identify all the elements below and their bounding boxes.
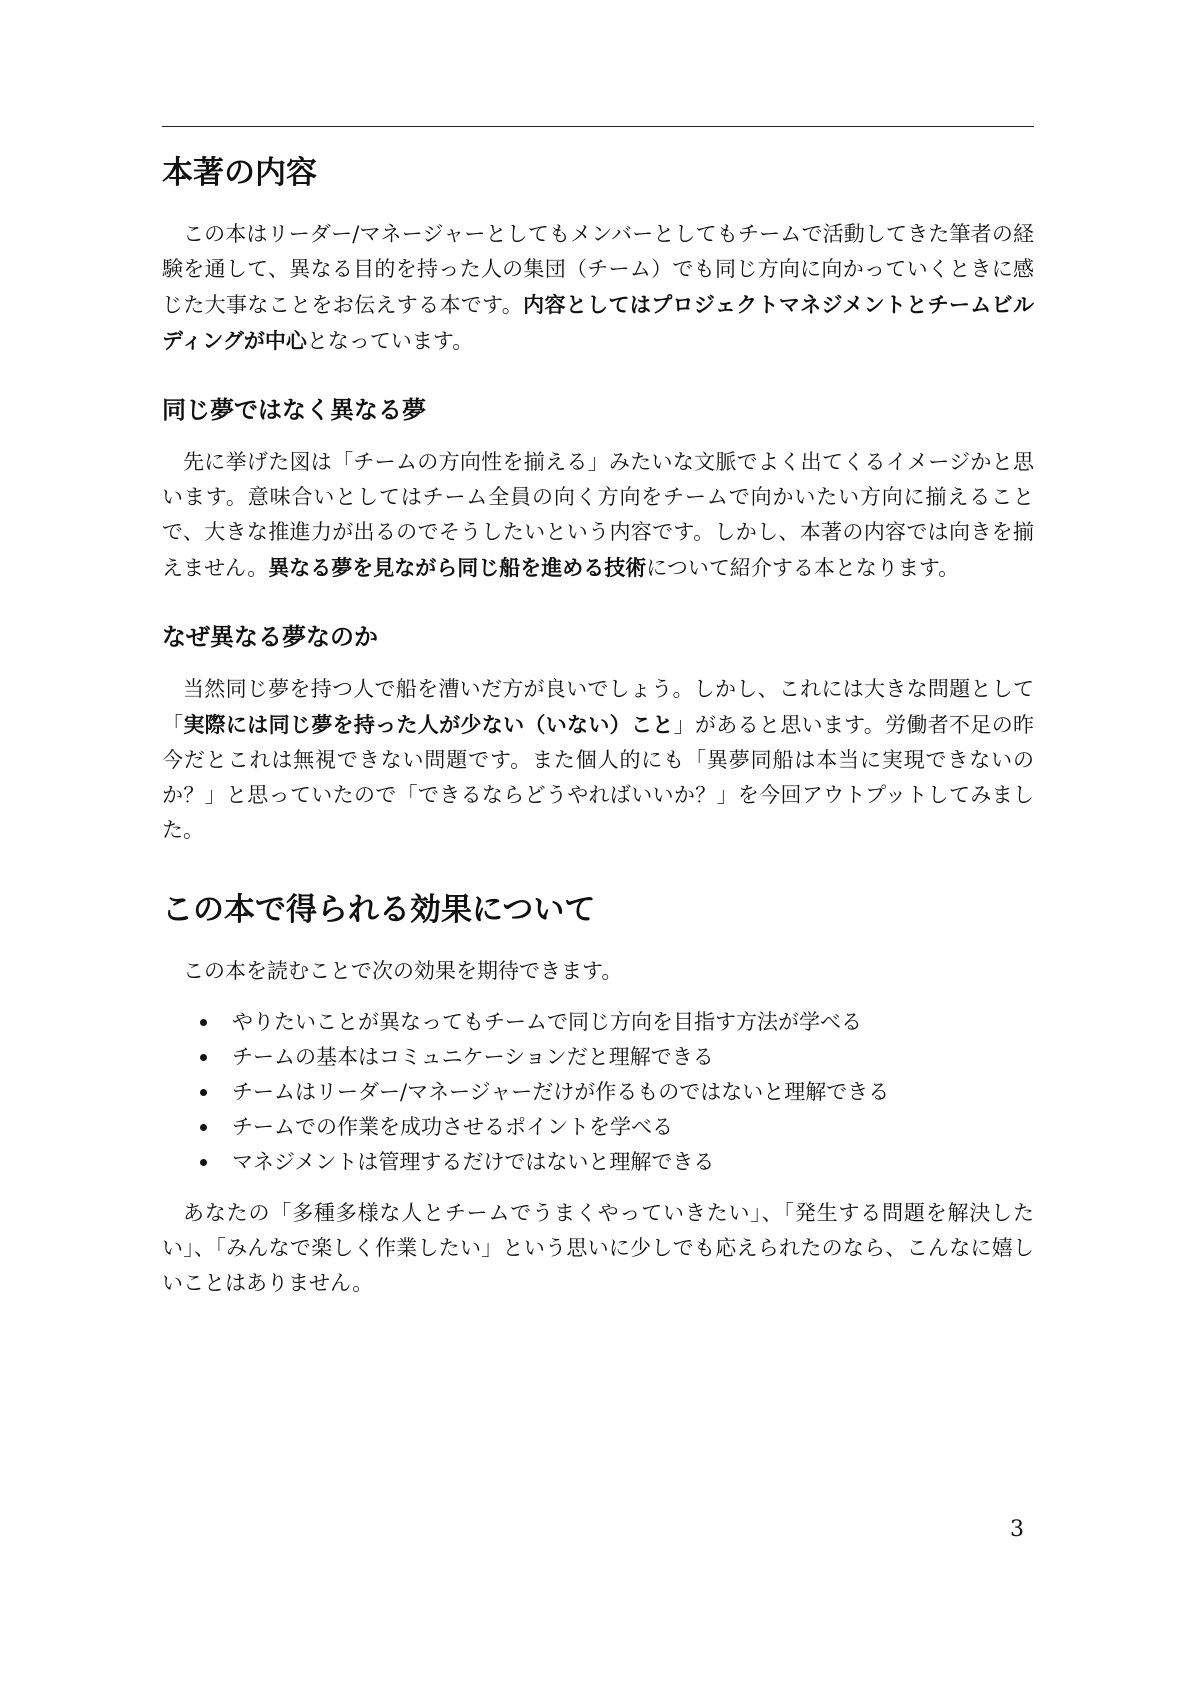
paragraph-why-different [162,672,1034,848]
bullet-icon [200,1124,207,1131]
paragraph-why-different-text-end: 」があると思います。労働者不足の昨今だとこれは無視できない問題です。また個人的にも「異夢同船は本当に実現できないのか？」と思っていたので「できるならどうやればいいか？」を今回アウトプットしてみました。 [162,713,1035,842]
benefits-list [162,1005,1034,1180]
paragraph-different-dreams [162,445,1034,586]
bullet-icon [200,1089,207,1096]
bullet-icon [200,1054,207,1061]
paragraph-benefits-intro: この本を読むことで次の効果を期待できます。 [183,959,623,983]
list-item-text: やりたいことが異なってもチームで同じ方向を目指す方法が学べる [232,1010,862,1034]
section-heading-benefits: この本で得られる効果について [162,892,596,928]
top-rule [162,126,1034,127]
list-item-text: マネジメントは管理するだけではないと理解できる [232,1150,715,1174]
page-number: 3 [1010,1517,1024,1542]
paragraph-different-dreams-emphasis: 異なる夢を見ながら同じ船を進める技術 [268,555,647,580]
bullet-icon [200,1159,207,1166]
list-item-text: チームはリーダー/マネージャーだけが作るものではないと理解できる [232,1080,890,1104]
list-item [200,1110,1034,1145]
paragraph-content [162,217,1034,359]
paragraph-content-emphasis: 内容としてはプロジェクトマネジメントとチームビルディングが中心 [162,292,1034,353]
paragraph-different-dreams-text: 先に挙げた図は「チームの方向性を揃える」みたいな文脈でよく出てくるイメージかと思います。意味合いとしてはチーム全員の向く方向をチームで向かいたい方向に揃えることで、大きな推進力が出るのでそうしたいという内容です。しかし、本著の内容では向きを揃えません。 [162,450,1034,580]
list-item [200,1005,1034,1040]
document-page [162,126,1034,1301]
bullet-icon [200,1019,207,1026]
subsection-heading-different-dreams: 同じ夢ではなく異なる夢 [162,396,426,424]
paragraph-content-text-end: となっています。 [306,329,474,353]
list-item-text: チームでの作業を成功させるポイントを学べる [232,1115,673,1139]
paragraph-content-text: この本はリーダー/マネージャーとしてもメンバーとしてもチームで活動してきた筆者の経験を通して、異なる目的を持った人の集団（チーム）でも同じ方向に向かっていくときに感じた大事なことをお伝えする本です。 [162,222,1034,317]
list-item [200,1075,1034,1110]
paragraph-different-dreams-text-end: について紹介する本となります。 [646,556,960,580]
paragraph-closing: あなたの「多種多様な人とチームでうまくやっていきたい」、「発生する問題を解決したい」、「みんなで楽しく作業したい」という思いに少しでも応えられたのなら、こんなに嬉しいことはありません。 [162,1201,1034,1295]
paragraph-why-different-text: 当然同じ夢を持つ人で船を漕いだ方が良いでしょう。しかし、これには大きな問題として「 [162,677,1034,737]
subsection-heading-why-different: なぜ異なる夢なのか [162,623,378,651]
list-item [200,1040,1034,1075]
section-heading-content: 本著の内容 [162,155,317,191]
list-item [200,1145,1034,1180]
paragraph-why-different-emphasis: 実際には同じ夢を持った人が少ない（いない）こと [183,712,674,737]
list-item-text: チームの基本はコミュニケーションだと理解できる [232,1045,714,1069]
